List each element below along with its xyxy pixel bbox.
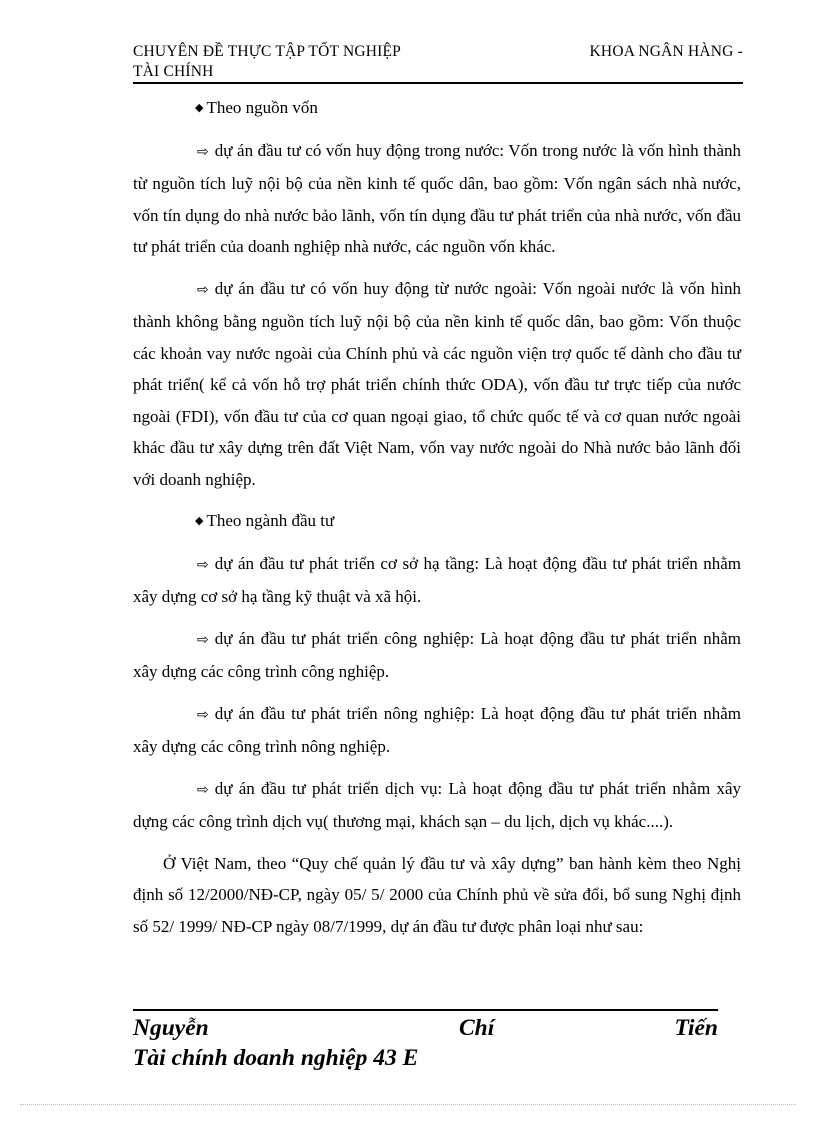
page-footer <box>133 1013 718 1073</box>
footer-name-middle: Chí <box>458 1015 495 1041</box>
footer-class-line: Tài chính doanh nghiệp 43 E <box>133 1045 419 1071</box>
bullet-heading-sector <box>133 505 741 538</box>
paragraph-foreign-capital <box>133 273 741 496</box>
diamond-bullet-icon: ◆ <box>195 515 204 527</box>
paragraph-domestic-capital <box>133 135 741 263</box>
paragraph-text: dự án đầu tư phát triển nông nghiệp: Là hoạt động đầu tư phát triển nhằm xây dựng các công trình nông nghiệp. <box>133 703 741 756</box>
paragraph-infrastructure <box>133 548 741 613</box>
paragraph-industry <box>133 623 741 688</box>
paragraph-vietnam-regulation: Ở Việt Nam, theo “Quy chế quản lý đầu tư và xây dựng” ban hành kèm theo Nghị định số 12/2000/NĐ-CP, ngày 05/ 5/ 2000 của Chính phủ về sửa đổi, bổ sung Nghị định số 52/ 1999/ NĐ-CP ngày 08/7/1999, dự án đầu tư được phân loại như sau: <box>133 853 741 936</box>
footer-name-last: Tiến <box>674 1015 718 1041</box>
bullet-label: Theo nguồn vốn <box>206 98 318 117</box>
arrow-right-icon: ⇨ <box>197 631 209 648</box>
arrow-right-icon: ⇨ <box>197 143 209 160</box>
paragraph-text: dự án đầu tư phát triển cơ sở hạ tầng: Là hoạt động đầu tư phát triển nhằm xây dựng cơ sở hạ tầng kỹ thuật và xã hội. <box>133 553 741 606</box>
bullet-heading-source <box>133 92 741 125</box>
paragraph-text: dự án đầu tư phát triển công nghiệp: Là hoạt động đầu tư phát triển nhằm xây dựng các công trình công nghiệp. <box>133 628 741 681</box>
header-right-title: KHOA NGÂN HÀNG - <box>589 43 743 60</box>
paragraph-text: dự án đầu tư có vốn huy động trong nước: Vốn trong nước là vốn hình thành từ nguồn tích luỹ nội bộ của nền kinh tế quốc dân, bao gồm: Vốn ngân sách nhà nước, vốn tín dụng do nhà nước bảo lãnh, vốn tín dụng đầu tư phát triển của nhà nước, vốn đầu tư phát triển của doanh nghiệp nhà nước, các nguồn vốn khác. <box>133 140 741 256</box>
body-content <box>133 92 741 952</box>
arrow-right-icon: ⇨ <box>197 781 209 798</box>
header-left-subtitle: TÀI CHÍNH <box>133 63 214 80</box>
footer-divider <box>133 1009 718 1011</box>
paragraph-text: dự án đầu tư có vốn huy động từ nước ngoài: Vốn ngoài nước là vốn hình thành không bằng nguồn tích luỹ nội bộ của nền kinh tế quốc dân, bao gồm: Vốn thuộc các khoản vay nước ngoài của Chính phủ và các nguồn viện trợ quốc tế dành cho đầu tư phát triển( kể cả vốn hỗ trợ phát triển chính thức ODA), vốn đầu tư trực tiếp của nước ngoài (FDI), vốn đầu tư của cơ quan ngoại giao, tổ chức quốc tế và cơ quan nước ngoài khác đầu tư xây dựng trên đất Việt Nam, vốn vay nước ngoài do Nhà nước bảo lãnh đối với doanh nghiệp. <box>133 278 741 489</box>
footer-name-first: Nguyễn <box>133 1015 209 1041</box>
paragraph-text: dự án đầu tư phát triển dịch vụ: Là hoạt động đầu tư phát triển nhằm xây dựng các công trình dịch vụ( thương mại, khách sạn – du lịch, dịch vụ khác....). <box>133 778 741 831</box>
header-divider <box>133 82 743 84</box>
arrow-right-icon: ⇨ <box>197 281 209 298</box>
paragraph-agriculture <box>133 698 741 763</box>
bullet-label: Theo ngành đầu tư <box>206 511 335 530</box>
paragraph-services <box>133 773 741 838</box>
page-bottom-border <box>20 1104 796 1105</box>
arrow-right-icon: ⇨ <box>197 706 209 723</box>
arrow-right-icon: ⇨ <box>197 556 209 573</box>
diamond-bullet-icon: ◆ <box>195 102 204 114</box>
header-left-title: CHUYÊN ĐỀ THỰC TẬP TỐT NGHIỆP <box>133 43 401 60</box>
page-header <box>133 42 743 82</box>
